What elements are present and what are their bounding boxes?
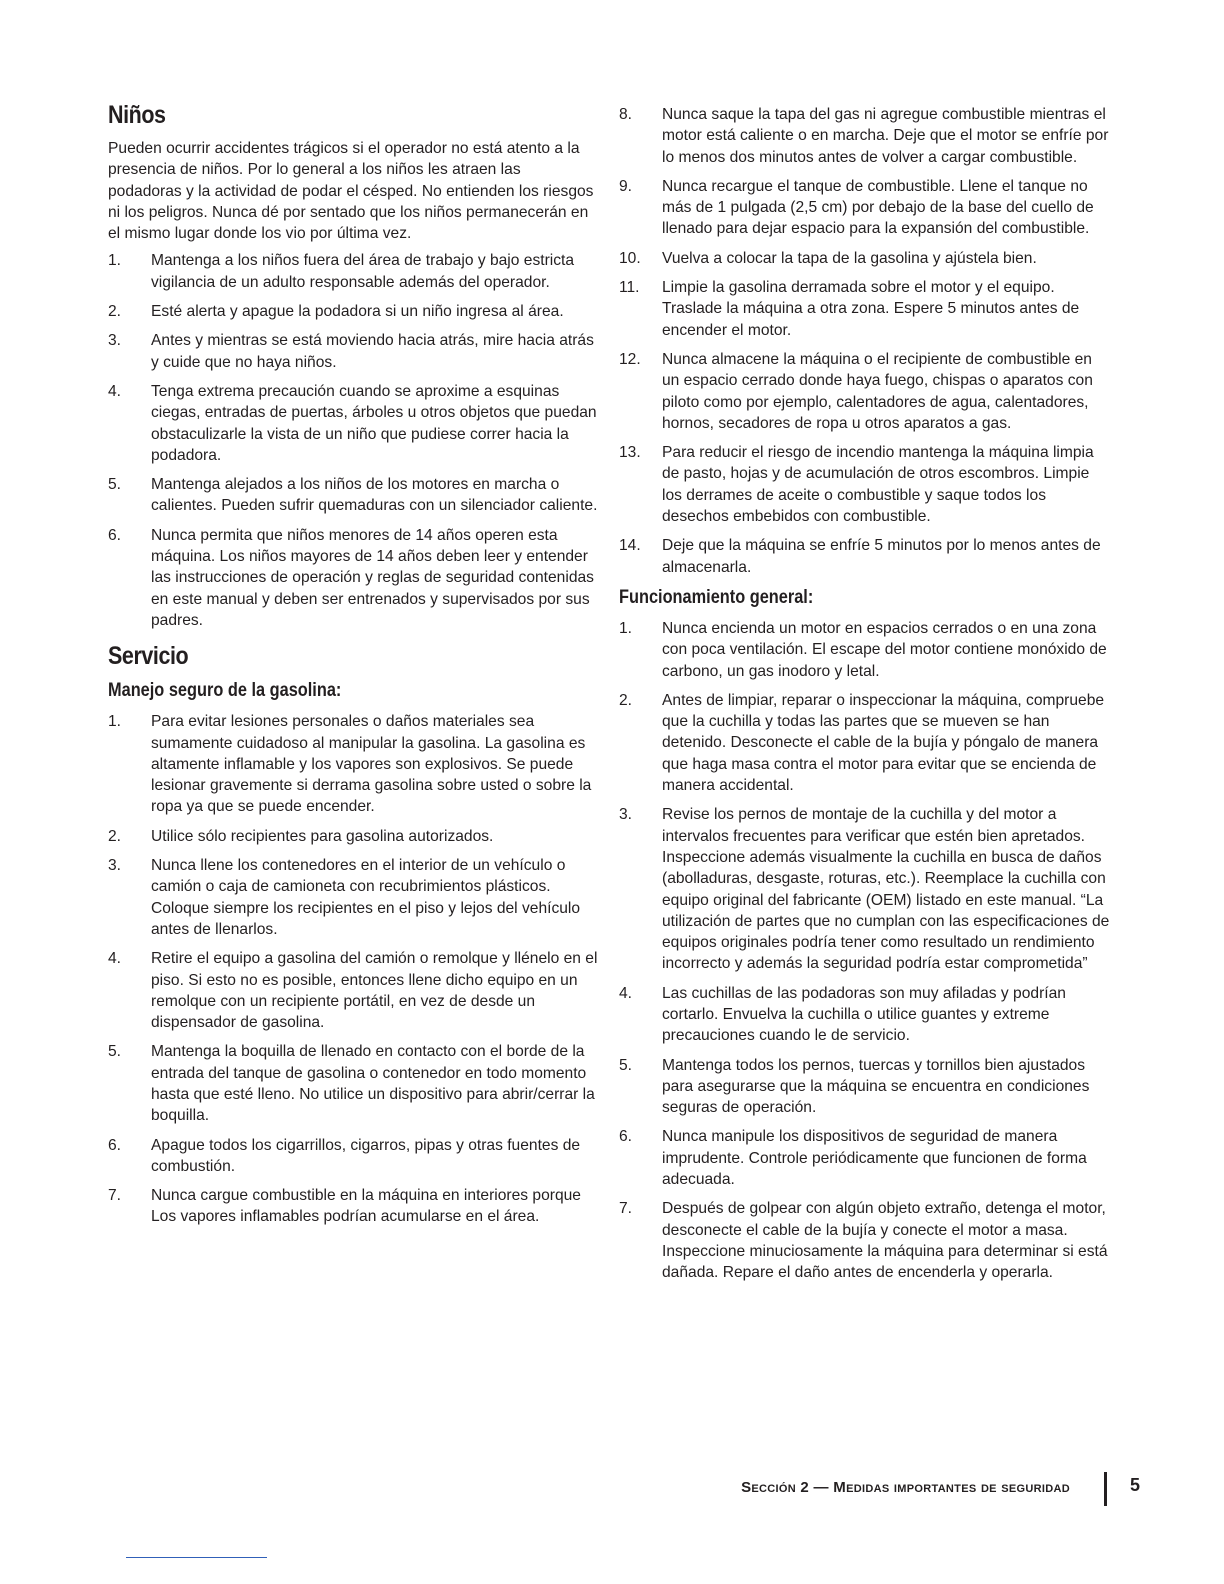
item-number: 6. — [108, 1136, 122, 1154]
list-item — [108, 1135, 598, 1178]
list-item — [108, 330, 598, 373]
list-item — [619, 176, 1111, 240]
item-text: Deje que la máquina se enfríe 5 minutos por lo menos antes de almacenarla. — [662, 537, 1101, 576]
item-text: Las cuchillas de las podadoras son muy afiladas y podrían cortarlo. Envuelva la cuchilla o utilice guantes y extreme precauciones cuando le de servicio. — [662, 984, 1066, 1045]
item-text: Nunca cargue combustible en la máquina en interiores porque Los vapores inflamables podrían acumularse en el área. — [151, 1187, 581, 1226]
list-item — [619, 618, 1111, 682]
item-number: 3. — [108, 857, 122, 875]
item-number: 4. — [619, 984, 633, 1002]
item-number: 2. — [619, 691, 633, 709]
item-number: 3. — [619, 806, 633, 824]
list-item — [108, 948, 598, 1033]
list-item — [108, 474, 598, 517]
list-item — [108, 381, 598, 466]
funcionamiento-list — [619, 618, 1111, 1284]
item-text: Mantenga todos los pernos, tuercas y tornillos bien ajustados para asegurarse que la máquina se encuentra en condiciones seguras de operación. — [662, 1056, 1090, 1117]
list-item — [108, 855, 598, 940]
right-column — [619, 104, 1111, 1292]
item-number: 5. — [619, 1056, 633, 1074]
item-text: Nunca recargue el tanque de combustible. Llene el tanque no más de 1 pulgada (2,5 cm) por debajo de la base del cuello de llenado para dejar espacio para la expansión del combustible. — [662, 177, 1094, 238]
list-item — [619, 277, 1111, 341]
item-text: Tenga extrema precaución cuando se aproxime a esquinas ciegas, entradas de puertas, árboles u otros objetos que puedan obstaculizarle la vista de un niño que pudiese correr hacia la podadora. — [151, 382, 597, 464]
item-text: Nunca saque la tapa del gas ni agregue combustible mientras el motor está caliente o en marcha. Deje que el motor se enfríe por lo menos dos minutos antes de volver a cargar combustible. — [662, 106, 1109, 166]
item-text: Revise los pernos de montaje de la cuchilla y del motor a intervalos frecuentes para verificar que estén bien apretados. Inspeccione además visualmente la cuchilla en busca de daños (abolladuras, desgaste, roturas, etc.). Reemplace la cuchilla con equipo original del fabricante (OEM) listado en este manual. “La utilización de partes que no cumplan con las especificaciones de equipos originales podría tener como resultado un rendimiento incorrecto y además la seguridad podría estar comprometida” — [662, 806, 1110, 973]
item-number: 9. — [619, 177, 633, 195]
item-text: Nunca manipule los dispositivos de seguridad de manera imprudente. Controle periódicamente que funcionen de forma adecuada. — [662, 1128, 1087, 1189]
item-number: 12. — [619, 350, 641, 368]
list-item — [619, 442, 1111, 527]
left-column — [108, 100, 598, 1236]
item-number: 4. — [108, 950, 122, 968]
gasolina-list — [108, 711, 598, 1228]
list-item — [619, 104, 1111, 168]
item-text: Antes de limpiar, reparar o inspeccionar la máquina, compruebe que la cuchilla y todas las partes que se mueven se han detenido. Desconecte el cable de la bujía y póngalo de manera que haga masa contra el motor para evitar que se encienda de manera accidental. — [662, 691, 1105, 795]
heading-ninos: Niños — [108, 101, 166, 129]
item-text: Apague todos los cigarrillos, cigarros, pipas y otras fuentes de combustión. — [151, 1136, 581, 1175]
gasolina-list-continued — [619, 104, 1111, 578]
item-text: Nunca permita que niños menores de 14 años operen esta máquina. Los niños mayores de 14 años deben leer y entender las instrucciones de operación y reglas de seguridad contenidas en este manual y deben ser entrenados y supervisados por sus padres. — [151, 526, 594, 629]
list-item — [108, 301, 598, 322]
item-number: 1. — [108, 252, 122, 270]
list-item — [108, 711, 598, 817]
item-text: Mantenga alejados a los niños de los motores en marcha o calientes. Pueden sufrir quemaduras con un silenciador caliente. — [151, 476, 598, 515]
page-number: 5 — [1130, 1475, 1141, 1495]
item-number: 7. — [108, 1187, 122, 1205]
item-number: 1. — [108, 713, 122, 731]
list-item — [108, 1041, 598, 1126]
ninos-intro: Pueden ocurrir accidentes trágicos si el operador no está atento a la presencia de niños. Por lo general a los niños les atraen las podadoras y la actividad de podar el césped. No entienden los riesgos ni los peligros. Nunca dé por sentado que los niños permanecerán en el mismo lugar donde los vio por última vez. — [108, 140, 594, 243]
heading-servicio: Servicio — [108, 642, 189, 671]
bottom-rule — [126, 1557, 267, 1558]
subheading-funcionamiento: Funcionamiento general: — [619, 586, 814, 608]
item-text: Después de golpear con algún objeto extraño, detenga el motor, desconecte el cable de la bujía y conecte el motor a masa. Inspeccione minuciosamente la máquina para determinar si está dañada. Repare el daño antes de encenderla y operarla. — [662, 1200, 1108, 1282]
item-text: Para evitar lesiones personales o daños materiales sea sumamente cuidadoso al manipular la gasolina. La gasolina es altamente inflamable y los vapores son explosivos. Se puede lesionar gravemente si derrama gasolina sobre usted o sobre la ropa ya que se puede encender. — [151, 713, 592, 816]
item-text: Mantenga a los niños fuera del área de trabajo y bajo estricta vigilancia de un adulto responsable además del operador. — [151, 252, 575, 291]
item-text: Limpie la gasolina derramada sobre el motor y el equipo. Traslade la máquina a otra zona. Espere 5 minutos antes de encender el motor. — [662, 279, 1080, 339]
list-item — [108, 1185, 598, 1228]
footer-divider — [1104, 1472, 1107, 1506]
ninos-list — [108, 250, 598, 631]
item-text: Esté alerta y apague la podadora si un niño ingresa al área. — [151, 303, 564, 321]
list-item — [619, 804, 1111, 974]
list-item — [619, 248, 1111, 269]
item-number: 11. — [619, 279, 640, 297]
item-text: Mantenga la boquilla de llenado en contacto con el borde de la entrada del tanque de gasolina o contenedor en todo momento hasta que esté lleno. No utilice un dispositivo para abrir/cerrar la boquilla. — [151, 1043, 595, 1125]
item-text: Antes y mientras se está moviendo hacia atrás, mire hacia atrás y cuide que no haya niños. — [151, 332, 594, 371]
item-number: 6. — [108, 526, 122, 544]
item-text: Vuelva a colocar la tapa de la gasolina y ajústela bien. — [662, 249, 1037, 267]
list-item — [108, 525, 598, 631]
item-number: 10. — [619, 249, 641, 267]
item-number: 7. — [619, 1200, 633, 1218]
list-item — [619, 535, 1111, 578]
item-text: Utilice sólo recipientes para gasolina autorizados. — [151, 827, 494, 845]
list-item — [619, 690, 1111, 796]
item-number: 2. — [108, 303, 122, 321]
item-text: Nunca llene los contenedores en el interior de un vehículo o camión o caja de camioneta con recubrimientos plásticos. Coloque siempre los recipientes en el piso y lejos del vehículo antes de llenarlos. — [151, 857, 581, 938]
item-number: 6. — [619, 1128, 633, 1146]
item-number: 1. — [619, 619, 633, 637]
list-item — [108, 250, 598, 293]
item-text: Retire el equipo a gasolina del camión o remolque y llénelo en el piso. Si esto no es posible, entonces llene dicho equipo en un remolque con un recipiente portátil, en vez de desde un dispensador de gasolina. — [151, 950, 598, 1032]
item-number: 5. — [108, 1043, 122, 1061]
item-number: 2. — [108, 827, 122, 845]
item-number: 4. — [108, 382, 122, 400]
item-number: 14. — [619, 537, 641, 555]
list-item — [619, 349, 1111, 434]
item-number: 8. — [619, 106, 633, 123]
item-text: Para reducir el riesgo de incendio mantenga la máquina limpia de pasto, hojas y de acumulación de otros escombros. Limpie los derrames de aceite o combustible y saque todos los desechos embebidos con combustible. — [662, 444, 1094, 526]
subheading-gasolina: Manejo seguro de la gasolina: — [108, 680, 342, 702]
item-number: 5. — [108, 476, 122, 494]
list-item — [619, 1198, 1111, 1283]
item-number: 3. — [108, 332, 122, 350]
list-item — [619, 1055, 1111, 1119]
item-text: Nunca encienda un motor en espacios cerrados o en una zona con poca ventilación. El escape del motor contiene monóxido de carbono, un gas inodoro y letal. — [662, 619, 1107, 680]
list-item — [108, 826, 598, 847]
item-text: Nunca almacene la máquina o el recipiente de combustible en un espacio cerrado donde haya fuego, chispas o aparatos con piloto como por ejemplo, calentadores de agua, calentadores, hornos, secadores de ropa u otros aparatos a gas. — [662, 350, 1093, 432]
list-item — [619, 1126, 1111, 1190]
item-number: 13. — [619, 444, 641, 462]
footer-section-label: Sección 2 — Medidas importantes de seguridad — [741, 1479, 1070, 1496]
list-item — [619, 983, 1111, 1047]
